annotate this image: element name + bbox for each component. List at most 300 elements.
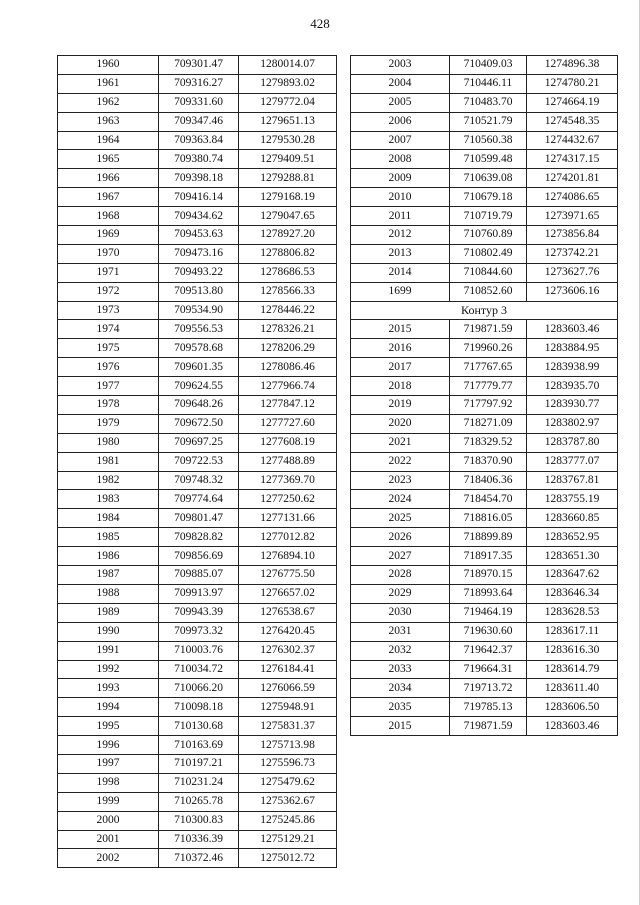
- table-row: [58, 93, 337, 112]
- y-coordinate-cell: 1283935.70: [527, 377, 618, 396]
- table-row: [58, 358, 337, 377]
- y-coordinate-cell: 1273606.16: [527, 282, 618, 301]
- table-row: [351, 282, 618, 301]
- x-coordinate-cell: 710483.70: [450, 93, 527, 112]
- point-number-cell: 2012: [351, 226, 450, 245]
- x-coordinate-cell: 718454.70: [450, 490, 527, 509]
- point-number-cell: 1962: [58, 93, 159, 112]
- point-number-cell: 2035: [351, 698, 450, 717]
- x-coordinate-cell: 710372.46: [159, 849, 239, 868]
- y-coordinate-cell: 1276894.10: [239, 547, 337, 566]
- point-number-cell: 1995: [58, 717, 159, 736]
- x-coordinate-cell: 717767.65: [450, 358, 527, 377]
- point-number-cell: 1965: [58, 150, 159, 169]
- table-row: [58, 433, 337, 452]
- x-coordinate-cell: 709672.50: [159, 414, 239, 433]
- point-number-cell: 1983: [58, 490, 159, 509]
- y-coordinate-cell: 1277488.89: [239, 452, 337, 471]
- x-coordinate-cell: 709973.32: [159, 622, 239, 641]
- table-row: [58, 452, 337, 471]
- point-number-cell: 2004: [351, 74, 450, 93]
- y-coordinate-cell: 1283603.46: [527, 320, 618, 339]
- x-coordinate-cell: 709624.55: [159, 377, 239, 396]
- point-number-cell: 2017: [351, 358, 450, 377]
- point-number-cell: 1970: [58, 244, 159, 263]
- x-coordinate-cell: 709648.26: [159, 396, 239, 415]
- x-coordinate-cell: 709722.53: [159, 452, 239, 471]
- table-row: [58, 244, 337, 263]
- x-coordinate-cell: 710599.48: [450, 150, 527, 169]
- table-row: [58, 509, 337, 528]
- point-number-cell: 2018: [351, 377, 450, 396]
- table-row: [58, 112, 337, 131]
- x-coordinate-cell: 710336.39: [159, 830, 239, 849]
- y-coordinate-cell: 1283802.97: [527, 414, 618, 433]
- table-row: [351, 169, 618, 188]
- point-number-cell: 1994: [58, 698, 159, 717]
- x-coordinate-cell: 709473.16: [159, 244, 239, 263]
- x-coordinate-cell: 709828.82: [159, 528, 239, 547]
- x-coordinate-cell: 710844.60: [450, 263, 527, 282]
- y-coordinate-cell: 1276066.59: [239, 679, 337, 698]
- point-number-cell: 1967: [58, 188, 159, 207]
- point-number-cell: 1985: [58, 528, 159, 547]
- y-coordinate-cell: 1273627.76: [527, 263, 618, 282]
- point-number-cell: 2027: [351, 547, 450, 566]
- y-coordinate-cell: 1275831.37: [239, 717, 337, 736]
- y-coordinate-cell: 1280014.07: [239, 56, 337, 75]
- y-coordinate-cell: 1278086.46: [239, 358, 337, 377]
- x-coordinate-cell: 710409.03: [450, 56, 527, 75]
- y-coordinate-cell: 1278806.82: [239, 244, 337, 263]
- x-coordinate-cell: 709943.39: [159, 603, 239, 622]
- x-coordinate-cell: 710802.49: [450, 244, 527, 263]
- table-row: [351, 452, 618, 471]
- point-number-cell: 2021: [351, 433, 450, 452]
- table-row: [58, 396, 337, 415]
- y-coordinate-cell: 1283617.11: [527, 622, 618, 641]
- table-row: [351, 509, 618, 528]
- table-row: [58, 188, 337, 207]
- table-row: [58, 56, 337, 75]
- table-row: [58, 830, 337, 849]
- point-number-cell: 2010: [351, 188, 450, 207]
- point-number-cell: 2032: [351, 641, 450, 660]
- y-coordinate-cell: 1276420.45: [239, 622, 337, 641]
- table-row: [351, 547, 618, 566]
- y-coordinate-cell: 1279288.81: [239, 169, 337, 188]
- y-coordinate-cell: 1283616.30: [527, 641, 618, 660]
- point-number-cell: 2026: [351, 528, 450, 547]
- y-coordinate-cell: 1274317.15: [527, 150, 618, 169]
- x-coordinate-cell: 710163.69: [159, 736, 239, 755]
- y-coordinate-cell: 1283606.50: [527, 698, 618, 717]
- point-number-cell: 2015: [351, 320, 450, 339]
- y-coordinate-cell: 1279168.19: [239, 188, 337, 207]
- point-number-cell: 1960: [58, 56, 159, 75]
- x-coordinate-cell: 717797.92: [450, 396, 527, 415]
- point-number-cell: 1980: [58, 433, 159, 452]
- point-number-cell: 1987: [58, 566, 159, 585]
- x-coordinate-cell: 718899.89: [450, 528, 527, 547]
- x-coordinate-cell: 717779.77: [450, 377, 527, 396]
- point-number-cell: 2028: [351, 566, 450, 585]
- y-coordinate-cell: 1276302.37: [239, 641, 337, 660]
- x-coordinate-cell: 718370.90: [450, 452, 527, 471]
- table-row: [351, 660, 618, 679]
- x-coordinate-cell: 718816.05: [450, 509, 527, 528]
- y-coordinate-cell: 1277250.62: [239, 490, 337, 509]
- point-number-cell: 1981: [58, 452, 159, 471]
- x-coordinate-cell: 709913.97: [159, 584, 239, 603]
- table-row: [58, 603, 337, 622]
- table-row: [58, 660, 337, 679]
- x-coordinate-cell: 710265.78: [159, 792, 239, 811]
- table-row: [351, 414, 618, 433]
- point-number-cell: 2011: [351, 207, 450, 226]
- table-row: [351, 74, 618, 93]
- table-row: [58, 698, 337, 717]
- table-row: [58, 736, 337, 755]
- point-number-cell: 2002: [58, 849, 159, 868]
- y-coordinate-cell: 1278927.20: [239, 226, 337, 245]
- x-coordinate-cell: 709856.69: [159, 547, 239, 566]
- x-coordinate-cell: 719642.37: [450, 641, 527, 660]
- table-row: [58, 490, 337, 509]
- x-coordinate-cell: 709347.46: [159, 112, 239, 131]
- point-number-cell: 1699: [351, 282, 450, 301]
- table-row: [351, 339, 618, 358]
- table-row: [58, 547, 337, 566]
- y-coordinate-cell: 1274086.65: [527, 188, 618, 207]
- x-coordinate-cell: 709363.84: [159, 131, 239, 150]
- y-coordinate-cell: 1279772.04: [239, 93, 337, 112]
- table-row: [351, 641, 618, 660]
- y-coordinate-cell: 1278686.53: [239, 263, 337, 282]
- table-row: [351, 566, 618, 585]
- x-coordinate-cell: 710521.79: [450, 112, 527, 131]
- y-coordinate-cell: 1278566.33: [239, 282, 337, 301]
- x-coordinate-cell: 710852.60: [450, 282, 527, 301]
- table-row: [351, 244, 618, 263]
- table-row: [351, 471, 618, 490]
- x-coordinate-cell: 718917.35: [450, 547, 527, 566]
- table-row: [351, 207, 618, 226]
- x-coordinate-cell: 719960.26: [450, 339, 527, 358]
- table-row: [58, 471, 337, 490]
- y-coordinate-cell: 1283884.95: [527, 339, 618, 358]
- y-coordinate-cell: 1283611.40: [527, 679, 618, 698]
- table-row: [58, 131, 337, 150]
- y-coordinate-cell: 1274896.38: [527, 56, 618, 75]
- y-coordinate-cell: 1279651.13: [239, 112, 337, 131]
- y-coordinate-cell: 1275245.86: [239, 811, 337, 830]
- y-coordinate-cell: 1275948.91: [239, 698, 337, 717]
- point-number-cell: 1969: [58, 226, 159, 245]
- point-number-cell: 2031: [351, 622, 450, 641]
- x-coordinate-cell: 709301.47: [159, 56, 239, 75]
- table-row: [351, 584, 618, 603]
- y-coordinate-cell: 1277369.70: [239, 471, 337, 490]
- table-row: [351, 396, 618, 415]
- x-coordinate-cell: 718406.36: [450, 471, 527, 490]
- y-coordinate-cell: 1283777.07: [527, 452, 618, 471]
- point-number-cell: 1988: [58, 584, 159, 603]
- y-coordinate-cell: 1278326.21: [239, 320, 337, 339]
- y-coordinate-cell: 1283603.46: [527, 717, 618, 736]
- table-row: [351, 56, 618, 75]
- table-row: [351, 150, 618, 169]
- table-row: [58, 679, 337, 698]
- y-coordinate-cell: 1283614.79: [527, 660, 618, 679]
- table-row: [58, 773, 337, 792]
- y-coordinate-cell: 1276775.50: [239, 566, 337, 585]
- table-row: [58, 528, 337, 547]
- x-coordinate-cell: 719785.13: [450, 698, 527, 717]
- point-number-cell: 1991: [58, 641, 159, 660]
- x-coordinate-cell: 710719.79: [450, 207, 527, 226]
- point-number-cell: 2033: [351, 660, 450, 679]
- table-row: [58, 622, 337, 641]
- point-number-cell: 2014: [351, 263, 450, 282]
- table-row: [351, 377, 618, 396]
- y-coordinate-cell: 1276657.02: [239, 584, 337, 603]
- table-row: [58, 641, 337, 660]
- table-row: [58, 566, 337, 585]
- x-coordinate-cell: 718329.52: [450, 433, 527, 452]
- x-coordinate-cell: 710300.83: [159, 811, 239, 830]
- point-number-cell: 2000: [58, 811, 159, 830]
- table-row: [58, 150, 337, 169]
- table-row: [58, 717, 337, 736]
- x-coordinate-cell: 709513.80: [159, 282, 239, 301]
- table-row: [351, 490, 618, 509]
- y-coordinate-cell: 1283646.34: [527, 584, 618, 603]
- y-coordinate-cell: 1277727.60: [239, 414, 337, 433]
- point-number-cell: 1976: [58, 358, 159, 377]
- x-coordinate-cell: 709601.35: [159, 358, 239, 377]
- point-number-cell: 2024: [351, 490, 450, 509]
- y-coordinate-cell: 1283755.19: [527, 490, 618, 509]
- x-coordinate-cell: 710197.21: [159, 754, 239, 773]
- y-coordinate-cell: 1277131.66: [239, 509, 337, 528]
- point-number-cell: 2019: [351, 396, 450, 415]
- x-coordinate-cell: 710130.68: [159, 717, 239, 736]
- y-coordinate-cell: 1283938.99: [527, 358, 618, 377]
- x-coordinate-cell: 709398.18: [159, 169, 239, 188]
- point-number-cell: 2016: [351, 339, 450, 358]
- table-row: [58, 207, 337, 226]
- point-number-cell: 1998: [58, 773, 159, 792]
- point-number-cell: 2034: [351, 679, 450, 698]
- point-number-cell: 1973: [58, 301, 159, 320]
- point-number-cell: 1971: [58, 263, 159, 282]
- y-coordinate-cell: 1273856.84: [527, 226, 618, 245]
- y-coordinate-cell: 1275362.67: [239, 792, 337, 811]
- point-number-cell: 2005: [351, 93, 450, 112]
- point-number-cell: 1996: [58, 736, 159, 755]
- table-row: [351, 358, 618, 377]
- point-number-cell: 2006: [351, 112, 450, 131]
- point-number-cell: 1961: [58, 74, 159, 93]
- y-coordinate-cell: 1283628.53: [527, 603, 618, 622]
- table-row: [351, 528, 618, 547]
- point-number-cell: 2015: [351, 717, 450, 736]
- x-coordinate-cell: 710639.08: [450, 169, 527, 188]
- y-coordinate-cell: 1283660.85: [527, 509, 618, 528]
- y-coordinate-cell: 1279047.65: [239, 207, 337, 226]
- point-number-cell: 1964: [58, 131, 159, 150]
- y-coordinate-cell: 1275596.73: [239, 754, 337, 773]
- x-coordinate-cell: 709331.60: [159, 93, 239, 112]
- x-coordinate-cell: 709556.53: [159, 320, 239, 339]
- table-row: [351, 698, 618, 717]
- x-coordinate-cell: 709380.74: [159, 150, 239, 169]
- point-number-cell: 1968: [58, 207, 159, 226]
- y-coordinate-cell: 1275129.21: [239, 830, 337, 849]
- y-coordinate-cell: 1279893.02: [239, 74, 337, 93]
- table-row: [58, 169, 337, 188]
- point-number-cell: 2020: [351, 414, 450, 433]
- table-row: [58, 811, 337, 830]
- x-coordinate-cell: 718970.15: [450, 566, 527, 585]
- point-number-cell: 1982: [58, 471, 159, 490]
- page-number: 428: [310, 16, 330, 31]
- point-number-cell: 1975: [58, 339, 159, 358]
- point-number-cell: 2003: [351, 56, 450, 75]
- y-coordinate-cell: 1279530.28: [239, 131, 337, 150]
- x-coordinate-cell: 710679.18: [450, 188, 527, 207]
- table-row: [58, 377, 337, 396]
- x-coordinate-cell: 719630.60: [450, 622, 527, 641]
- y-coordinate-cell: 1277608.19: [239, 433, 337, 452]
- table-row: [351, 93, 618, 112]
- y-coordinate-cell: 1283767.81: [527, 471, 618, 490]
- point-number-cell: 1979: [58, 414, 159, 433]
- point-number-cell: 1984: [58, 509, 159, 528]
- point-number-cell: 1974: [58, 320, 159, 339]
- x-coordinate-cell: 709578.68: [159, 339, 239, 358]
- x-coordinate-cell: 710446.11: [450, 74, 527, 93]
- point-number-cell: 1963: [58, 112, 159, 131]
- x-coordinate-cell: 709493.22: [159, 263, 239, 282]
- x-coordinate-cell: 709885.07: [159, 566, 239, 585]
- point-number-cell: 1990: [58, 622, 159, 641]
- point-number-cell: 2025: [351, 509, 450, 528]
- point-number-cell: 2030: [351, 603, 450, 622]
- table-row: [351, 679, 618, 698]
- table-row: [58, 263, 337, 282]
- table-row: [58, 792, 337, 811]
- x-coordinate-cell: 710003.76: [159, 641, 239, 660]
- coordinates-table-right: [350, 55, 618, 736]
- section-heading: Контур 3: [351, 301, 618, 320]
- table-row: [351, 263, 618, 282]
- table-row: [351, 717, 618, 736]
- table-row: [58, 301, 337, 320]
- coordinates-table-left: [57, 55, 337, 868]
- y-coordinate-cell: 1283930.77: [527, 396, 618, 415]
- point-number-cell: 2009: [351, 169, 450, 188]
- y-coordinate-cell: 1275479.62: [239, 773, 337, 792]
- x-coordinate-cell: 709453.63: [159, 226, 239, 245]
- table-row: [351, 226, 618, 245]
- y-coordinate-cell: 1275012.72: [239, 849, 337, 868]
- y-coordinate-cell: 1277847.12: [239, 396, 337, 415]
- x-coordinate-cell: 709416.14: [159, 188, 239, 207]
- table-row: [351, 112, 618, 131]
- point-number-cell: 2001: [58, 830, 159, 849]
- y-coordinate-cell: 1274664.19: [527, 93, 618, 112]
- table-row: [351, 320, 618, 339]
- point-number-cell: 1972: [58, 282, 159, 301]
- x-coordinate-cell: 709434.62: [159, 207, 239, 226]
- table-row: [351, 131, 618, 150]
- table-row: [58, 414, 337, 433]
- point-number-cell: 2022: [351, 452, 450, 471]
- table-row: [351, 433, 618, 452]
- section-heading-row: [351, 301, 618, 320]
- y-coordinate-cell: 1274201.81: [527, 169, 618, 188]
- table-row: [58, 74, 337, 93]
- y-coordinate-cell: 1276538.67: [239, 603, 337, 622]
- y-coordinate-cell: 1274780.21: [527, 74, 618, 93]
- x-coordinate-cell: 719464.19: [450, 603, 527, 622]
- x-coordinate-cell: 709697.25: [159, 433, 239, 452]
- x-coordinate-cell: 710231.24: [159, 773, 239, 792]
- y-coordinate-cell: 1276184.41: [239, 660, 337, 679]
- y-coordinate-cell: 1274548.35: [527, 112, 618, 131]
- table-row: [58, 320, 337, 339]
- x-coordinate-cell: 709534.90: [159, 301, 239, 320]
- x-coordinate-cell: 710760.89: [450, 226, 527, 245]
- table-row: [58, 339, 337, 358]
- table-row: [351, 622, 618, 641]
- point-number-cell: 2008: [351, 150, 450, 169]
- y-coordinate-cell: 1279409.51: [239, 150, 337, 169]
- table-row: [58, 754, 337, 773]
- y-coordinate-cell: 1283652.95: [527, 528, 618, 547]
- table-row: [58, 849, 337, 868]
- x-coordinate-cell: 718993.64: [450, 584, 527, 603]
- x-coordinate-cell: 718271.09: [450, 414, 527, 433]
- x-coordinate-cell: 710098.18: [159, 698, 239, 717]
- x-coordinate-cell: 709316.27: [159, 74, 239, 93]
- y-coordinate-cell: 1277966.74: [239, 377, 337, 396]
- y-coordinate-cell: 1278206.29: [239, 339, 337, 358]
- x-coordinate-cell: 719871.59: [450, 717, 527, 736]
- point-number-cell: 1977: [58, 377, 159, 396]
- table-row: [58, 226, 337, 245]
- point-number-cell: 1986: [58, 547, 159, 566]
- table-row: [58, 584, 337, 603]
- point-number-cell: 2013: [351, 244, 450, 263]
- y-coordinate-cell: 1273742.21: [527, 244, 618, 263]
- y-coordinate-cell: 1273971.65: [527, 207, 618, 226]
- x-coordinate-cell: 710066.20: [159, 679, 239, 698]
- point-number-cell: 1966: [58, 169, 159, 188]
- y-coordinate-cell: 1283787.80: [527, 433, 618, 452]
- x-coordinate-cell: 709801.47: [159, 509, 239, 528]
- x-coordinate-cell: 710034.72: [159, 660, 239, 679]
- point-number-cell: 1992: [58, 660, 159, 679]
- x-coordinate-cell: 709748.32: [159, 471, 239, 490]
- point-number-cell: 1989: [58, 603, 159, 622]
- point-number-cell: 2029: [351, 584, 450, 603]
- point-number-cell: 2023: [351, 471, 450, 490]
- x-coordinate-cell: 719664.31: [450, 660, 527, 679]
- point-number-cell: 1999: [58, 792, 159, 811]
